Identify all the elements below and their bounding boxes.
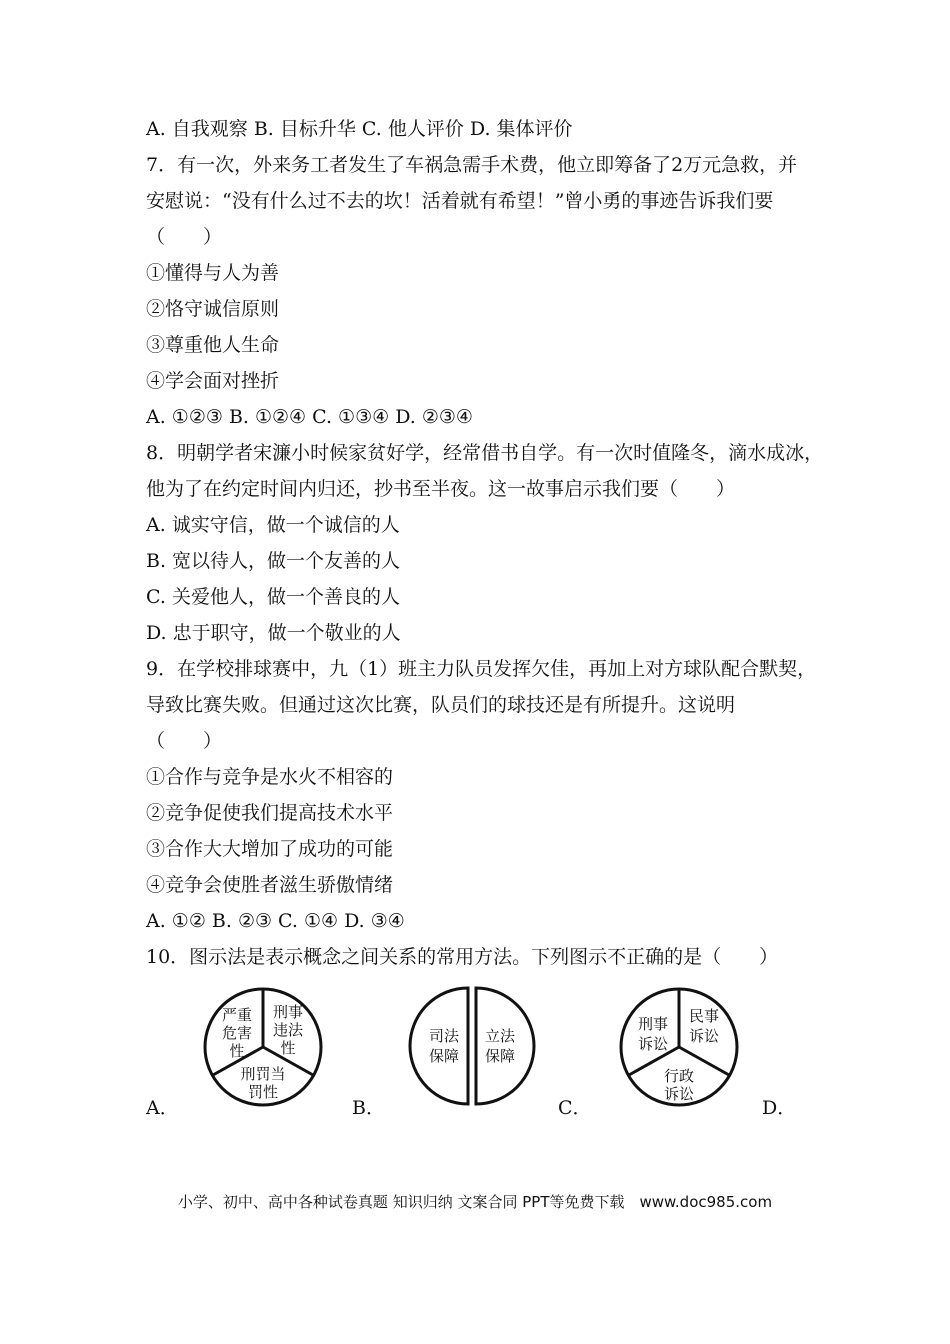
q10-diagram-a [200,985,330,1114]
seg-label: 刑罚当 [240,1065,286,1083]
q7-stem-line1: 7．有一次，外来务工者发生了车祸急需手术费，他立即筹备了2万元急救，并 [146,154,798,176]
seg-label: 司法 [428,1027,460,1045]
q8-option-a: A. 诚实守信，做一个诚信的人 [146,514,400,536]
q7-options: A. ①②③ B. ①②④ C. ①③④ D. ②③④ [146,406,473,428]
q7-item-4: ④学会面对挫折 [146,370,280,392]
q7-item-1: ①懂得与人为善 [146,262,280,284]
q9-options: A. ①② B. ②③ C. ①④ D. ③④ [146,910,405,932]
page-footer: 小学、初中、高中各种试卷真题 知识归纳 文案合同 PPT等免费下载 www.doc985.com [177,1193,773,1211]
q10-option-a-label: A． [146,1097,179,1119]
seg-label: 性 [280,1039,296,1057]
q8-option-c: C. 关爱他人，做一个善良的人 [146,586,400,608]
q9-item-1: ①合作与竞争是水火不相容的 [146,766,394,788]
q9-stem-line1: 9．在学校排球赛中，九（1）班主力队员发挥欠佳，再加上对方球队配合默契， [146,658,817,680]
seg-label: 民事 [688,1007,720,1025]
q7-item-2: ②恪守诚信原则 [146,298,280,320]
seg-label: 罚性 [247,1083,279,1101]
q8-stem-line2: 他为了在约定时间内归还，抄书至半夜。这一故事启示我们要（ ） [146,478,736,500]
seg-label: 立法 [484,1027,516,1045]
seg-label: 违法 [272,1021,304,1039]
q9-item-2: ②竞争促使我们提高技术水平 [146,802,394,824]
q9-item-3: ③合作大大增加了成功的可能 [146,838,394,860]
seg-label: 行政 [663,1067,695,1085]
q8-option-b: B. 宽以待人，做一个友善的人 [146,550,401,572]
seg-label: 诉讼 [663,1085,695,1103]
seg-label: 性 [229,1042,245,1060]
q10-option-c-label: C． [558,1097,592,1119]
q10-option-b-label: B． [352,1097,385,1119]
q7-blank: （ ） [146,226,223,248]
q10-stem: 10．图示法是表示概念之间关系的常用方法。下列图示不正确的是（ ） [146,946,779,968]
seg-label: 诉讼 [637,1035,669,1053]
seg-label: 危害 [221,1024,253,1042]
q9-item-4: ④竞争会使胜者滋生骄傲情绪 [146,874,394,896]
q10-diagram-c [615,985,745,1114]
q10-option-d-label: D． [762,1097,797,1119]
q8-option-d: D. 忠于职守，做一个敬业的人 [146,622,401,644]
q7-stem-line2: 安慰说：“没有什么过不去的坎！活着就有希望！”曾小勇的事迹告诉我们要 [146,190,774,212]
q8-stem-line1: 8．明朝学者宋濂小时候家贫好学，经常借书自学。有一次时值隆冬，滴水成冰， [146,442,824,464]
seg-label: 保障 [428,1047,460,1065]
q10-diagram-b [408,985,538,1114]
q7-item-3: ③尊重他人生命 [146,334,280,356]
q6-options: A. 自我观察 B. 目标升华 C. 他人评价 D. 集体评价 [146,118,573,140]
seg-label: 诉讼 [688,1027,720,1045]
q9-stem-line2: 导致比赛失败。但通过这次比赛，队员们的球技还是有所提升。这说明 [146,694,736,716]
seg-label: 保障 [484,1047,516,1065]
seg-label: 刑事 [637,1015,669,1033]
seg-label: 严重 [221,1006,253,1024]
seg-label: 刑事 [272,1003,304,1021]
q9-blank: （ ） [146,730,223,752]
